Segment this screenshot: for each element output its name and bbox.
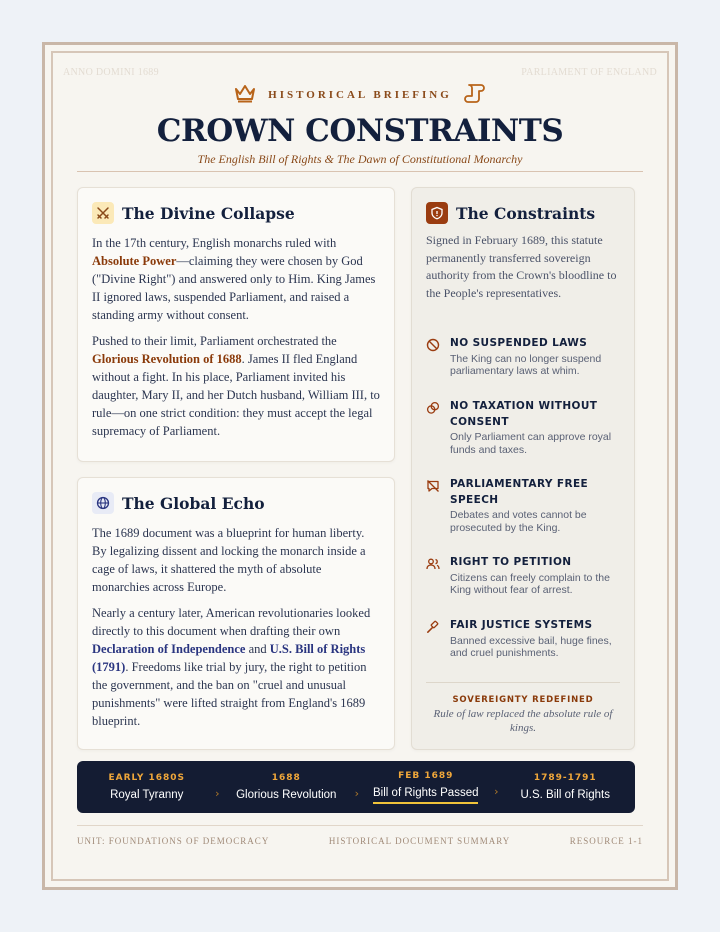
text: . James II fled England without a fight. In his place, Parliament invited his daughter, Mary II, and her Dutch husband, William III, to rule—on one strict condition: they must accept the legal supremacy of Parliament.	[92, 352, 380, 438]
paragraph: The 1689 document was a blueprint for human liberty. By legalizing dissent and locking the monarch inside a cage of laws, it shattered the myth of absolute monarchies across Europe.	[92, 526, 366, 594]
paragraph	[92, 604, 380, 730]
constraint-heading: PARLIAMENTARY FREE SPEECH	[450, 478, 589, 506]
timeline-date: 1789-1791	[533, 772, 597, 783]
timeline-date: 1688	[271, 772, 301, 783]
page-subtitle: The English Bill of Rights & The Dawn of Constitutional Monarchy	[197, 152, 523, 166]
constraints-intro: Signed in February 1689, this statute permanently transferred sovereign authority from the Crown's bloodline to the People's representatives.	[426, 233, 617, 300]
scroll-icon	[464, 83, 486, 107]
paragraph	[92, 234, 380, 324]
text: Nearly a century later, American revolutionaries looked directly to this document when drafting their own	[92, 606, 371, 638]
people-icon	[426, 555, 442, 597]
text: Pushed to their limit, Parliament orchestrated the	[92, 334, 337, 348]
timeline-label: Glorious Revolution	[236, 788, 337, 801]
timeline-step	[77, 772, 220, 802]
corner-note-left: ANNO DOMINI 1689	[63, 67, 159, 78]
timeline-date: FEB 1689	[398, 770, 454, 781]
footer-heading: SOVEREIGNTY REDEFINED	[452, 695, 594, 705]
text: In the 17th century, English monarchs ruled with	[92, 236, 337, 250]
footer-text: Rule of law replaced the absolute rule of kings.	[433, 708, 613, 734]
text: and	[245, 642, 270, 656]
page-title: CROWN CONSTRAINTS	[156, 113, 564, 149]
highlight: Absolute Power	[92, 254, 177, 268]
constraint-description: Only Parliament can approve royal funds and taxes.	[450, 431, 612, 456]
header-divider	[77, 171, 643, 172]
shield-icon	[426, 202, 448, 224]
footer-center: HISTORICAL DOCUMENT SUMMARY	[328, 836, 511, 846]
card-header	[92, 492, 380, 514]
page-footer	[77, 825, 643, 846]
paragraph	[92, 332, 380, 440]
constraint-description: The King can no longer suspend parliamentary laws at whim.	[450, 352, 602, 377]
constraints-card	[411, 187, 635, 750]
card-header	[426, 202, 620, 224]
timeline-step-active	[356, 770, 499, 804]
constraint-heading: NO TAXATION WITHOUT CONSENT	[450, 400, 598, 428]
document-sheet	[42, 42, 678, 890]
constraint-heading: FAIR JUSTICE SYSTEMS	[450, 619, 593, 631]
gavel-icon	[426, 618, 442, 660]
divine-collapse-card	[77, 187, 395, 462]
timeline-step	[496, 773, 636, 802]
card-title: The Constraints	[456, 203, 596, 223]
constraint-item	[426, 555, 624, 597]
ban-icon	[426, 336, 442, 378]
crossed-swords-icon	[92, 202, 114, 224]
footer-left: UNIT: FOUNDATIONS OF DEMOCRACY	[77, 836, 270, 846]
timeline-date: EARLY 1680S	[108, 772, 186, 783]
highlight: Declaration of Independence	[92, 642, 246, 656]
footer-right: RESOURCE 1-1	[569, 836, 643, 846]
kicker-row	[45, 83, 675, 107]
global-echo-card	[77, 477, 395, 750]
card-title: The Divine Collapse	[122, 203, 295, 223]
kicker-label: HISTORICAL BRIEFING	[268, 89, 452, 101]
constraint-item	[426, 477, 624, 534]
text: . Freedoms like trial by jury, the right to petition the government, and the ban on "cruel and unusual punishments" were lifted straight from England's 1689 blueprint.	[92, 660, 367, 728]
constraints-footer	[426, 682, 620, 735]
card-header	[92, 202, 380, 224]
constraint-item	[426, 336, 624, 378]
chevron-right-icon: ›	[215, 786, 220, 800]
coins-icon	[426, 399, 442, 456]
constraint-heading: RIGHT TO PETITION	[450, 556, 572, 568]
constraint-heading: NO SUSPENDED LAWS	[450, 337, 588, 349]
chevron-right-icon: ›	[354, 786, 359, 800]
crown-icon	[234, 83, 256, 107]
timeline-label: Royal Tyranny	[110, 788, 184, 801]
text: —claiming they were chosen by God ("Divine Right") and answered only to Him. King James II ignored laws, suspended Parliament, and raised a standing army without consent.	[92, 254, 376, 322]
highlight: Glorious Revolution of 1688	[92, 352, 242, 366]
timeline-bar	[77, 761, 635, 813]
timeline-label: U.S. Bill of Rights	[520, 788, 610, 801]
globe-icon	[92, 492, 114, 514]
constraint-description: Banned excessive bail, huge fines, and cruel punishments.	[450, 634, 612, 659]
constraint-description: Debates and votes cannot be prosecuted by the King.	[450, 509, 587, 534]
chevron-right-icon: ›	[494, 784, 499, 798]
header	[45, 83, 675, 167]
card-title: The Global Echo	[122, 493, 265, 513]
timeline-label: Bill of Rights Passed	[373, 787, 478, 804]
timeline-step	[217, 773, 357, 802]
highlight: U.S. Bill of Rights (1791)	[92, 642, 366, 674]
speech-off-icon	[426, 477, 442, 534]
constraint-item	[426, 618, 624, 660]
corner-note-right: PARLIAMENT OF ENGLAND	[521, 67, 657, 78]
constraint-item	[426, 399, 624, 456]
constraint-description: Citizens can freely complain to the King without fear of arrest.	[450, 571, 610, 596]
